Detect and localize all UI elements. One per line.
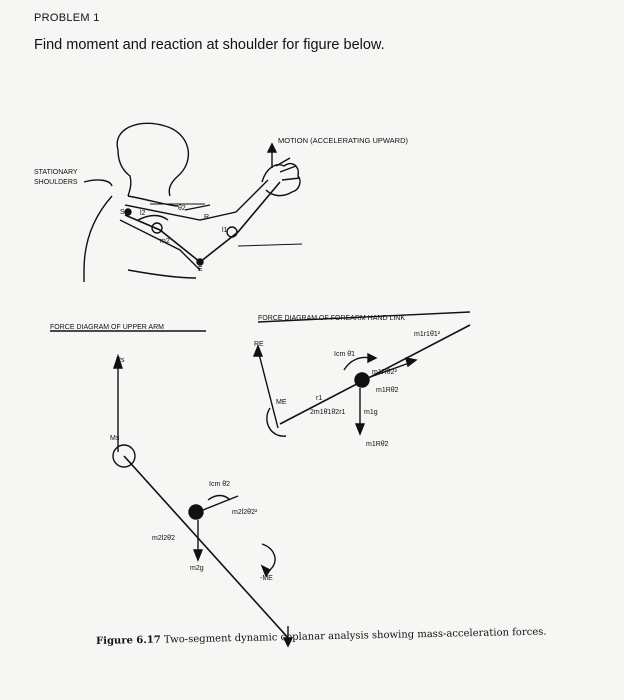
problem-label: PROBLEM 1 — [34, 12, 100, 24]
re-arrow — [258, 350, 278, 428]
face-line — [118, 150, 131, 196]
label-RE: RE — [254, 341, 264, 348]
hand-outline — [262, 164, 300, 196]
label-Rs: Rs — [116, 357, 125, 364]
label-l2: l2 — [140, 210, 146, 217]
label-Icm2: Icm θ̈2 — [209, 481, 231, 488]
label-coriolis: 2m1θ̇1θ̇2r1 — [310, 409, 346, 416]
chest-line — [120, 220, 200, 270]
hand-fingers — [276, 158, 300, 180]
forearm-title: FORCE DIAGRAM OF FOREARM HAND LINK — [258, 315, 406, 322]
upper-arm-fbd-cm — [189, 505, 203, 519]
icm2-arc — [208, 496, 230, 501]
problem-statement: Find moment and reaction at shoulder for figure below. — [34, 37, 385, 53]
label-theta2: θ2 — [178, 205, 186, 212]
motion-label: MOTION (ACCELERATING UPWARD) — [278, 136, 409, 145]
label-m2l2th2dd: m2l2θ̈2 — [152, 535, 175, 542]
label-E: E — [198, 266, 203, 273]
upper-arm-link — [124, 456, 290, 640]
lower-torso — [128, 270, 196, 278]
caption-text: Two-segment dynamic coplanar analysis showing mass-acceleration forces. — [163, 626, 547, 646]
back-outline — [84, 196, 112, 282]
label-Icm1: Icm θ̈1 — [334, 351, 356, 358]
stationary-pointer — [84, 180, 112, 186]
forearm-cm — [227, 227, 237, 237]
upper-arm-title: FORCE DIAGRAM OF UPPER ARM — [50, 324, 164, 331]
label-m2l2th2sq: m2l2θ̇2² — [232, 509, 258, 516]
label-ME: ME — [276, 399, 287, 406]
label-m2: m2 — [160, 238, 170, 245]
label-R: R — [204, 214, 210, 221]
stationary-label-2: SHOULDERS — [34, 179, 78, 186]
label-l1: l1 — [222, 227, 228, 234]
head-outline — [117, 123, 188, 196]
stationary-label-1: STATIONARY — [34, 169, 78, 176]
label-m1g: m1g — [364, 409, 378, 416]
label-m1Rth2sq: m1Rθ̇2² — [372, 369, 397, 376]
shoulder-joint — [125, 209, 131, 215]
label-Ms: Ms — [110, 435, 120, 442]
elbow-moment-arc — [262, 544, 275, 570]
label-m1Rth2dd-2: m1Rθ̈2 — [366, 441, 389, 448]
label-negME: -ME — [260, 575, 273, 582]
label-m2g: m2g — [190, 565, 204, 572]
label-m1r1th1sq: m1r1θ̇1² — [414, 331, 441, 338]
label-r1: r1 — [316, 395, 323, 402]
label-m1Rth2dd: m1Rθ̈2 — [376, 387, 399, 394]
hand-link-ref — [238, 244, 302, 246]
icm1-arc — [344, 358, 370, 371]
label-S: S — [120, 209, 125, 216]
caption-label: Figure 6.17 — [96, 634, 161, 647]
elbow-joint — [197, 259, 203, 265]
elbow-line — [185, 205, 210, 210]
forearm-seg — [200, 182, 280, 262]
